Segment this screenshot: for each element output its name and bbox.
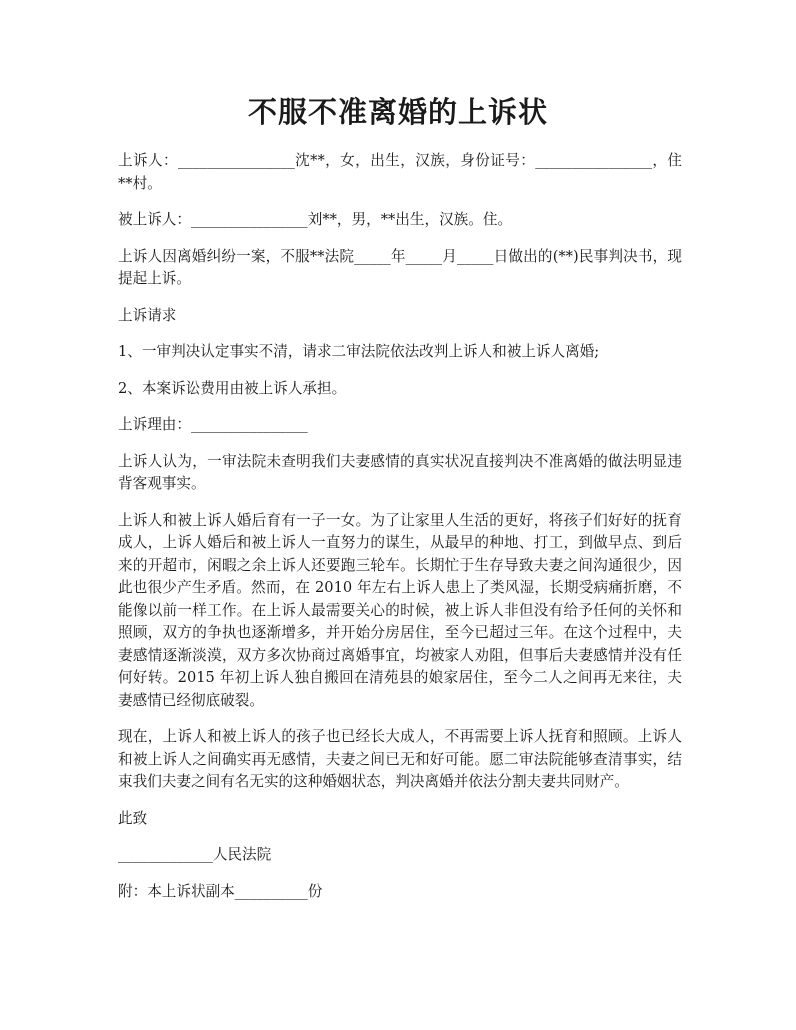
document-body [118,150,682,917]
document-title: 不服不准离婚的上诉状 [247,95,548,129]
appeal-request-heading: 上诉请求 [118,306,177,324]
appeal-request-item: 2、本案诉讼费用由被上诉人承担。 [118,379,347,397]
court-line: _____________人民法院 [118,846,272,863]
attachment-line: 附：本上诉状副本__________份 [118,882,323,900]
salutation: 此致 [118,809,148,827]
case-intro: 上诉人因离婚纠纷一案，不服**法院_____年_____月_____日做出的(**)民事判决书，现提起上诉。 [118,247,682,287]
reason-paragraph: 上诉人和被上诉人婚后育有一子一女。为了让家里人生活的更好，将孩子们好好的抚育成人，上诉人婚后和被上诉人一直努力的谋生，从最早的种地、打工，到做早点、到后来的开超市，闲暇之余上诉人还要跑三轮车。长期忙于生存导致夫妻之间沟通很少，因此也很少产生矛盾。然而，在 2010 年左右上诉人患上了类风湿，长期受病痛折磨，不能像以前一样工作。在上诉人最需要关心的时候，被上诉人非但没有给予任何的关怀和照顾，双方的争执也逐渐增多，并开始分房居住，至今已超过三年。在这个过程中，夫妻感情逐渐淡漠，双方多次协商过离婚事宜，均被家人劝阻，但事后夫妻感情并没有任何好转。2015 年初上诉人独自搬回在清苑县的娘家居住，至今二人之间再无来往，夫妻感情已经彻底破裂。 [118,511,682,709]
reason-paragraph: 现在，上诉人和被上诉人的孩子也已经长大成人，不再需要上诉人抚育和照顾。上诉人和被上诉人之间确实再无感情，夫妻之间已无和好可能。愿二审法院能够查清事实，结束我们夫妻之间有名无实的这种婚姻状态，判决离婚并依法分割夫妻共同财产。 [118,728,682,790]
appeal-reason-heading: 上诉理由：________________ [118,416,308,433]
appellee-info: 被上诉人：________________刘**，男，**出生，汉族。住。 [118,211,513,228]
appellant-info: 上诉人：________________沈**，女，出生，汉族，身份证号：________________，住**村。 [118,152,682,192]
appeal-request-item: 1、一审判决认定事实不清，请求二审法院依法改判上诉人和被上诉人离婚; [118,343,600,360]
reason-paragraph: 上诉人认为，一审法院未查明我们夫妻感情的真实状况直接判决不准离婚的做法明显违背客观事实。 [118,452,682,492]
